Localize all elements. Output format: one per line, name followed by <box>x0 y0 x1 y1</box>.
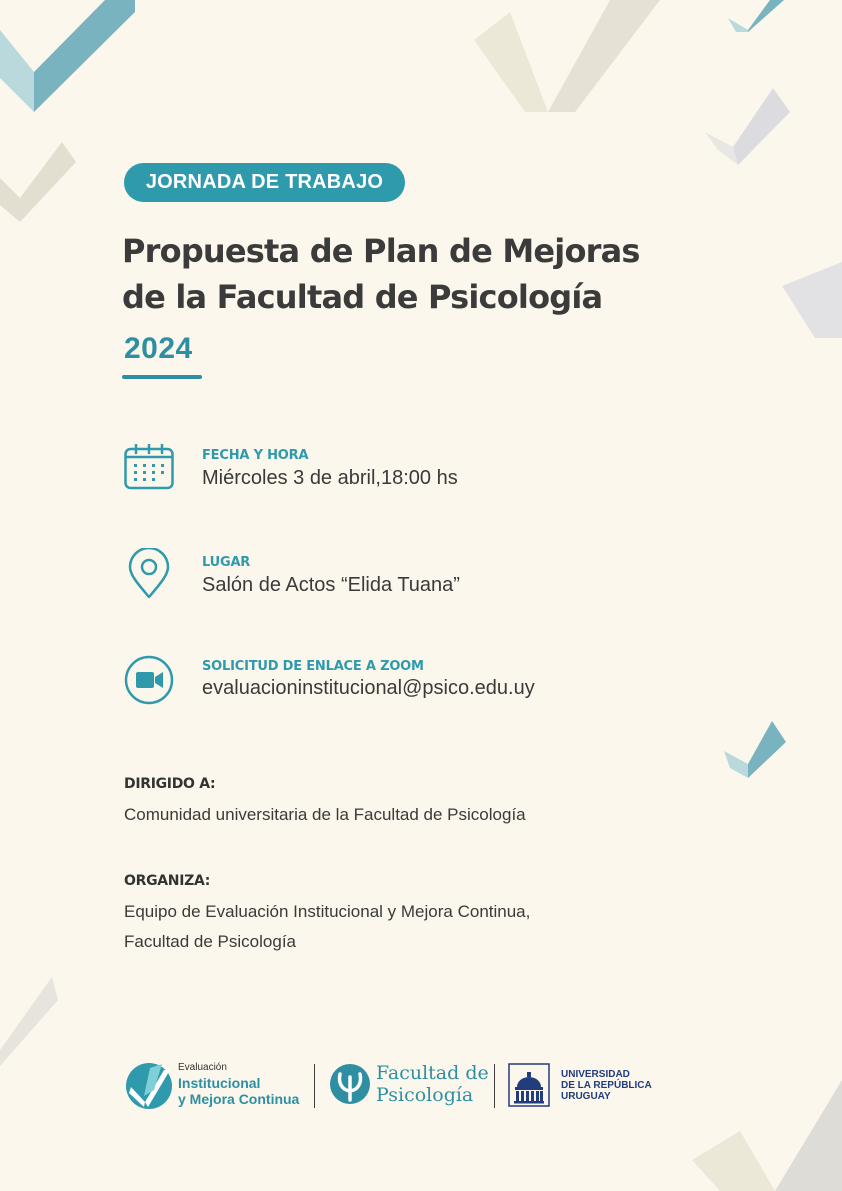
udelar-logo-line-3: URUGUAY <box>561 1091 611 1102</box>
evaluacion-logo-text <box>178 1075 299 1107</box>
udelar-logo-line-1: UNIVERSIDAD <box>561 1069 630 1080</box>
organizer-line-2: Facultad de Psicología <box>124 932 296 951</box>
year-underline <box>122 375 202 379</box>
event-type-badge: JORNADA DE TRABAJO <box>124 163 405 202</box>
evaluacion-logo-small: Evaluación <box>178 1062 227 1073</box>
zoom-label: SOLICITUD DE ENLACE A ZOOM <box>202 659 424 674</box>
logo-divider <box>314 1064 315 1108</box>
udelar-logo-icon <box>508 1063 550 1107</box>
evaluacion-logo-line-2: y Mejora Continua <box>178 1091 300 1107</box>
facultad-logo-line-2: Psicología <box>376 1084 474 1106</box>
audience-text <box>124 800 526 830</box>
title-line-1: Propuesta de Plan de Mejoras <box>122 232 640 270</box>
audience-label: DIRIGIDO A: <box>124 776 216 792</box>
evaluacion-logo-icon <box>124 1060 176 1110</box>
place-label: LUGAR <box>202 555 251 570</box>
organizer-label: ORGANIZA: <box>124 873 211 889</box>
location-pin-icon <box>128 548 170 600</box>
event-title <box>122 228 640 320</box>
udelar-logo-line-2: DE LA REPÚBLICA <box>561 1080 652 1091</box>
evaluacion-logo-line-1: Institucional <box>178 1075 261 1091</box>
udelar-logo-text <box>561 1069 652 1102</box>
date-value: Miércoles 3 de abril,18:00 hs <box>202 467 458 489</box>
logo-divider <box>494 1064 495 1108</box>
zoom-email-link[interactable]: evaluacioninstitucional@psico.edu.uy <box>202 677 535 699</box>
video-camera-icon <box>124 655 174 705</box>
organizer-text <box>124 897 530 957</box>
audience-line: Comunidad universitaria de la Facultad de Psicología <box>124 805 526 824</box>
title-line-2: de la Facultad de Psicología <box>122 278 603 316</box>
event-year: 2024 <box>124 332 193 365</box>
date-label: FECHA Y HORA <box>202 448 309 463</box>
organizer-line-1: Equipo de Evaluación Institucional y Mejora Continua, <box>124 902 531 921</box>
facultad-logo-line-1: Facultad de <box>376 1062 489 1084</box>
calendar-icon <box>124 444 174 490</box>
facultad-logo-icon <box>329 1063 371 1105</box>
facultad-logo-text <box>376 1062 489 1106</box>
place-value: Salón de Actos “Elida Tuana” <box>202 574 460 596</box>
